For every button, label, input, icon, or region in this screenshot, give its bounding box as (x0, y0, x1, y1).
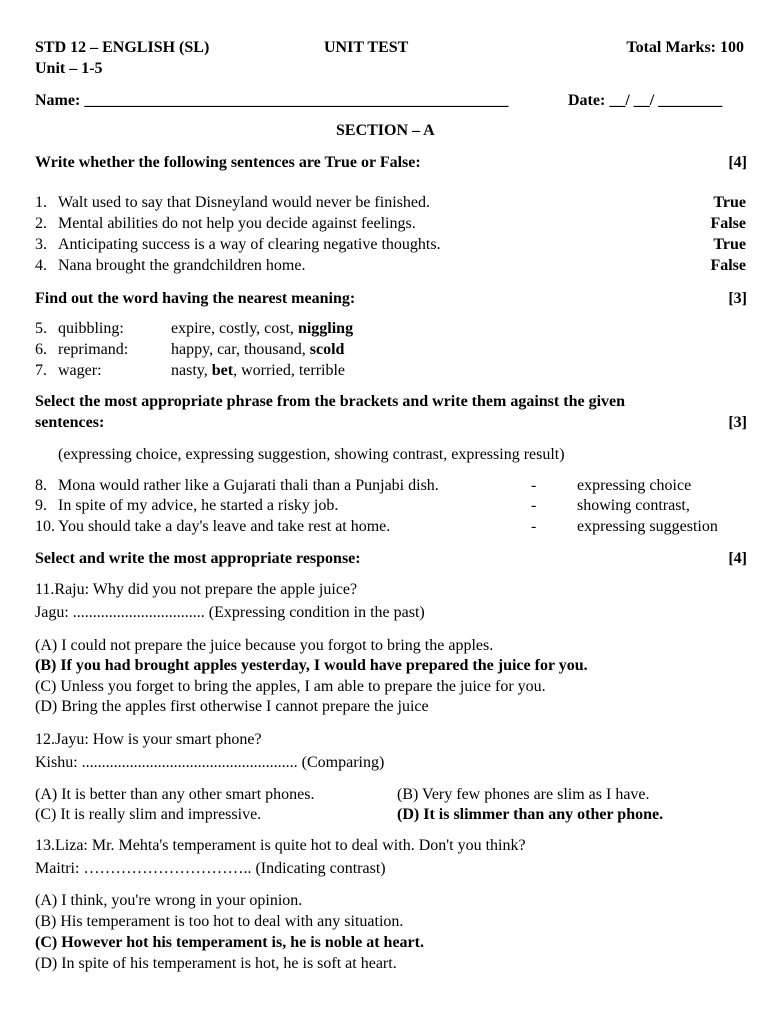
item-answer: False (710, 215, 746, 232)
item-answer: expressing choice (577, 477, 692, 494)
unit-label: Unit – 1-5 (35, 60, 103, 77)
q12-reply: Kishu: ...................................................... (Comparing) (35, 754, 385, 771)
q13-option-b: (B) His temperament is too hot to deal with any situation. (35, 913, 404, 930)
name-field: Name: _____________________________________________________ (35, 92, 509, 109)
q13-prompt: 13.Liza: Mr. Mehta's temperament is quite hot to deal with. Don't you think? (35, 837, 526, 854)
item-text: Mona would rather like a Gujarati thali than a Punjabi dish. (58, 477, 439, 494)
item-dash: - (531, 518, 537, 535)
item-text: You should take a day's leave and take rest at home. (58, 518, 391, 535)
response-instruction: Select and write the most appropriate response: (35, 550, 361, 567)
item-number: 5. (35, 320, 47, 337)
total-marks: Total Marks: 100 (626, 39, 744, 56)
q13-reply: Maitri: ………………………….. (Indicating contrast) (35, 860, 386, 877)
list-item (35, 214, 747, 234)
phrase-instruction-cont: sentences: (35, 414, 105, 431)
item-number: 2. (35, 215, 47, 232)
meaning-marks: [3] (728, 290, 747, 307)
q11-option-a: (A) I could not prepare the juice because you forgot to bring the apples. (35, 637, 494, 654)
q11-reply: Jagu: ................................. (Expressing condition in the past) (35, 604, 425, 621)
item-text: Walt used to say that Disneyland would never be finished. (58, 194, 430, 211)
item-text: In spite of my advice, he started a risky job. (58, 497, 339, 514)
item-number: 10. (35, 518, 55, 535)
q13-option-d: (D) In spite of his temperament is hot, he is soft at heart. (35, 955, 397, 972)
item-number: 9. (35, 497, 47, 514)
q11-option-d: (D) Bring the apples first otherwise I cannot prepare the juice (35, 698, 429, 715)
item-text: Anticipating success is a way of clearing negative thoughts. (58, 236, 441, 253)
section-title: SECTION – A (336, 122, 435, 139)
item-number: 8. (35, 477, 47, 494)
tf-instruction: Write whether the following sentences are True or False: (35, 154, 421, 171)
q12-prompt: 12.Jayu: How is your smart phone? (35, 731, 262, 748)
item-number: 4. (35, 257, 47, 274)
item-number: 7. (35, 362, 47, 379)
list-item (35, 340, 747, 360)
item-answer: True (713, 194, 746, 211)
item-options: nasty, bet, worried, terrible (171, 362, 346, 379)
item-number: 1. (35, 194, 47, 211)
list-item (35, 517, 747, 537)
item-number: 6. (35, 341, 47, 358)
q12-option-b: (B) Very few phones are slim as I have. (397, 786, 650, 803)
response-marks: [4] (728, 550, 747, 567)
item-dash: - (531, 497, 537, 514)
course-title: STD 12 – ENGLISH (SL) (35, 39, 210, 56)
item-answer: showing contrast, (577, 497, 690, 514)
item-word: quibbling: (58, 320, 124, 337)
item-answer: expressing suggestion (577, 518, 718, 535)
q12-option-a: (A) It is better than any other smart phones. (35, 786, 315, 803)
item-answer: False (710, 257, 746, 274)
phrase-marks: [3] (728, 414, 747, 431)
item-word: reprimand: (58, 341, 129, 358)
date-field: Date: __/ __/ ________ (568, 92, 723, 109)
item-word: wager: (58, 362, 102, 379)
phrase-instruction: Select the most appropriate phrase from the brackets and write them against the given (35, 393, 626, 410)
item-options: happy, car, thousand, scold (171, 341, 345, 358)
q13-option-c: (C) However hot his temperament is, he is noble at heart. (35, 934, 424, 951)
q12-option-d: (D) It is slimmer than any other phone. (397, 806, 664, 823)
list-item (35, 476, 747, 496)
list-item (35, 496, 747, 516)
tf-marks: [4] (728, 154, 747, 171)
q11-prompt: 11.Raju: Why did you not prepare the apple juice? (35, 581, 358, 598)
q13-option-a: (A) I think, you're wrong in your opinion. (35, 892, 303, 909)
meaning-instruction: Find out the word having the nearest meaning: (35, 290, 356, 307)
list-item (35, 193, 747, 213)
q11-option-b: (B) If you had brought apples yesterday, I would have prepared the juice for you. (35, 657, 588, 674)
item-answer: True (713, 236, 746, 253)
list-item (35, 361, 747, 381)
list-item (35, 319, 747, 339)
q12-option-c: (C) It is really slim and impressive. (35, 806, 262, 823)
item-text: Nana brought the grandchildren home. (58, 257, 306, 274)
item-text: Mental abilities do not help you decide against feelings. (58, 215, 416, 232)
item-dash: - (531, 477, 537, 494)
item-options: expire, costly, cost, niggling (171, 320, 354, 337)
list-item (35, 235, 747, 255)
list-item (35, 256, 747, 276)
q11-option-c: (C) Unless you forget to bring the apples, I am able to prepare the juice for you. (35, 678, 546, 695)
item-number: 3. (35, 236, 47, 253)
test-title: UNIT TEST (324, 39, 409, 56)
phrase-options: (expressing choice, expressing suggestion, showing contrast, expressing result) (58, 446, 565, 463)
